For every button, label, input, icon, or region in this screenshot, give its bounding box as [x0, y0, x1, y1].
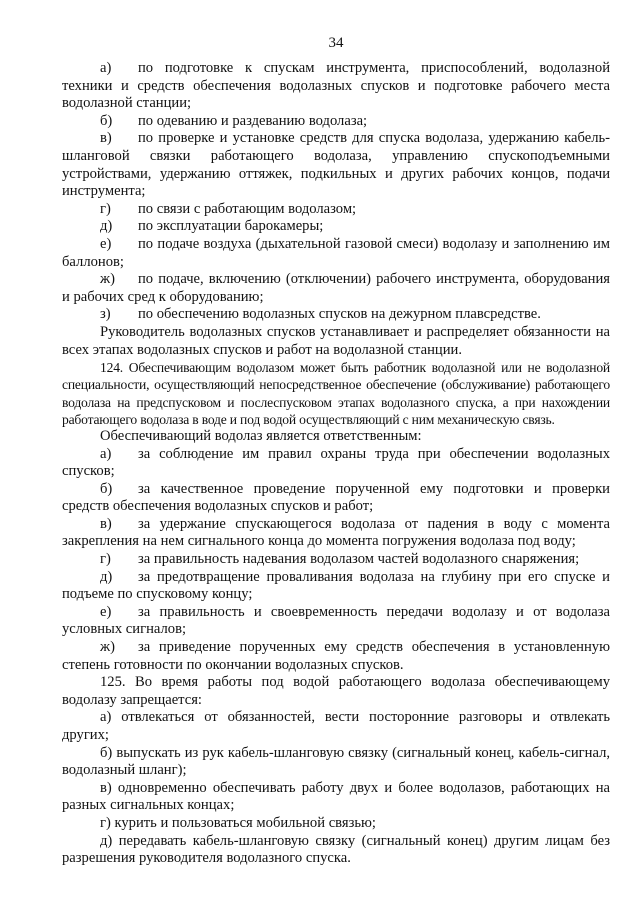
paragraph-text: по подготовке к спускам инструмента, приспособлений, водолазной техники и средств обеспечения водолазных спусков и подготовке рабочего места водолазной станции;	[62, 60, 610, 112]
paragraph-text: за правильность надевания водолазом частей водолазного снаряжения;	[138, 551, 580, 568]
paragraph-text: за соблюдение им правил охраны труда при обеспечении водолазных спусков;	[62, 445, 610, 480]
paragraph-b	[62, 113, 610, 131]
list-marker: г)	[100, 200, 111, 217]
paragraph-text: за удержание спускающегося водолаза от падения в воду с момента закрепления на нем сигнального конца до момента погружения водолаза под воду;	[62, 515, 610, 550]
list-marker: г)	[100, 551, 111, 568]
paragraph-text: по эксплуатации барокамеры;	[138, 218, 324, 235]
paragraph-text: по проверке и установке средств для спуска водолаза, удержанию кабель-шланговой связки работающего водолаза, управлению спускоподъемными устройствами, удержанию оттяжек, подкильных и других рабочих концов, подачи инструмента;	[62, 130, 610, 200]
paragraph-text: за правильность и своевременность передачи водолазу и от водолаза условных сигналов;	[62, 603, 610, 638]
paragraph-text: по связи с работающим водолазом;	[138, 200, 357, 217]
list-marker: е)	[100, 235, 112, 252]
list-marker: в)	[100, 130, 112, 147]
list-marker: е)	[100, 603, 112, 620]
paragraph-124: 124. Обеспечивающим водолазом может быть работник водолазной или не водолазной специальности, осуществляющий непосредственное обеспечение (обслуживание) работающего водолаза на предспусковом и послеспусковом этапах водолазного спуска, а при нахождении работающего водолаза в воде и под водой осуществляющий с ним механическую связь.	[62, 360, 610, 427]
paragraph-v	[62, 130, 610, 200]
paragraph-text: по обеспечению водолазных спусков на дежурном плавсредстве.	[138, 306, 541, 323]
list-marker: б)	[100, 112, 113, 129]
list-marker: а)	[100, 60, 112, 76]
paragraph-g	[62, 201, 610, 219]
paragraph-resp-d	[62, 569, 610, 604]
list-marker: ж)	[100, 639, 115, 656]
list-marker: б)	[100, 480, 113, 497]
paragraph-text: по одеванию и раздеванию водолаза;	[138, 112, 368, 129]
list-marker: з)	[100, 306, 111, 323]
paragraph-forbid-a: а) отвлекаться от обязанностей, вести посторонние разговоры и отвлекать других;	[62, 709, 610, 743]
paragraph-z	[62, 306, 610, 324]
list-marker: д)	[100, 218, 113, 235]
paragraph-125: 125. Во время работы под водой работающего водолаза обеспечивающему водолазу запрещается:	[62, 674, 610, 708]
paragraph-d	[62, 218, 610, 236]
paragraph-resp-e	[62, 604, 610, 639]
list-marker: д)	[100, 568, 113, 585]
paragraph-a	[62, 60, 610, 113]
paragraph-resp-zh	[62, 639, 610, 674]
paragraph-text: по подаче, включению (отключении) рабочего инструмента, оборудования и рабочих сред к оборудованию;	[62, 271, 610, 305]
paragraph-e	[62, 236, 610, 271]
list-marker: а)	[100, 445, 112, 462]
paragraph-forbid-g: г) курить и пользоваться мобильной связью;	[100, 814, 376, 831]
paragraph-forbid-v: в) одновременно обеспечивать работу двух и более водолазов, работающих на разных сигнальных концах;	[62, 779, 610, 814]
paragraph-responsible-intro: Обеспечивающий водолаз является ответственным:	[100, 427, 422, 444]
paragraph-forbid-d: д) передавать кабель-шланговую связку (сигнальный конец) другим лицам без разрешения руководителя водолазного спуска.	[62, 832, 610, 867]
paragraph-text: за предотвращение проваливания водолаза на глубину при его спуске и подъеме по спусковому концу;	[62, 568, 610, 603]
paragraph-zh	[62, 271, 610, 306]
paragraph-resp-v	[62, 516, 610, 551]
paragraph-text: за приведение порученных ему средств обеспечения в установленную степень готовности по окончании водолазных спусков.	[62, 639, 610, 673]
paragraph-text: за качественное проведение порученной ему подготовки и проверки средств обеспечения водолазных спусков и работ;	[62, 480, 610, 515]
document-page	[62, 34, 610, 868]
paragraph-resp-g	[62, 551, 610, 569]
list-marker: в)	[100, 515, 112, 532]
paragraph-leader-duties: Руководитель водолазных спусков устанавливает и распределяет обязанности на всех этапах водолазных спусков и работ на водолазной станции.	[62, 323, 610, 358]
paragraph-forbid-b: б) выпускать из рук кабель-шланговую связку (сигнальный конец, кабель-сигнал, водолазный шланг);	[62, 744, 610, 779]
page-number: 34	[328, 35, 344, 51]
paragraph-text: по подаче воздуха (дыхательной газовой смеси) водолазу и заполнению им баллонов;	[62, 235, 610, 270]
paragraph-resp-a	[62, 446, 610, 481]
paragraph-resp-b	[62, 481, 610, 516]
list-marker: ж)	[100, 271, 115, 288]
